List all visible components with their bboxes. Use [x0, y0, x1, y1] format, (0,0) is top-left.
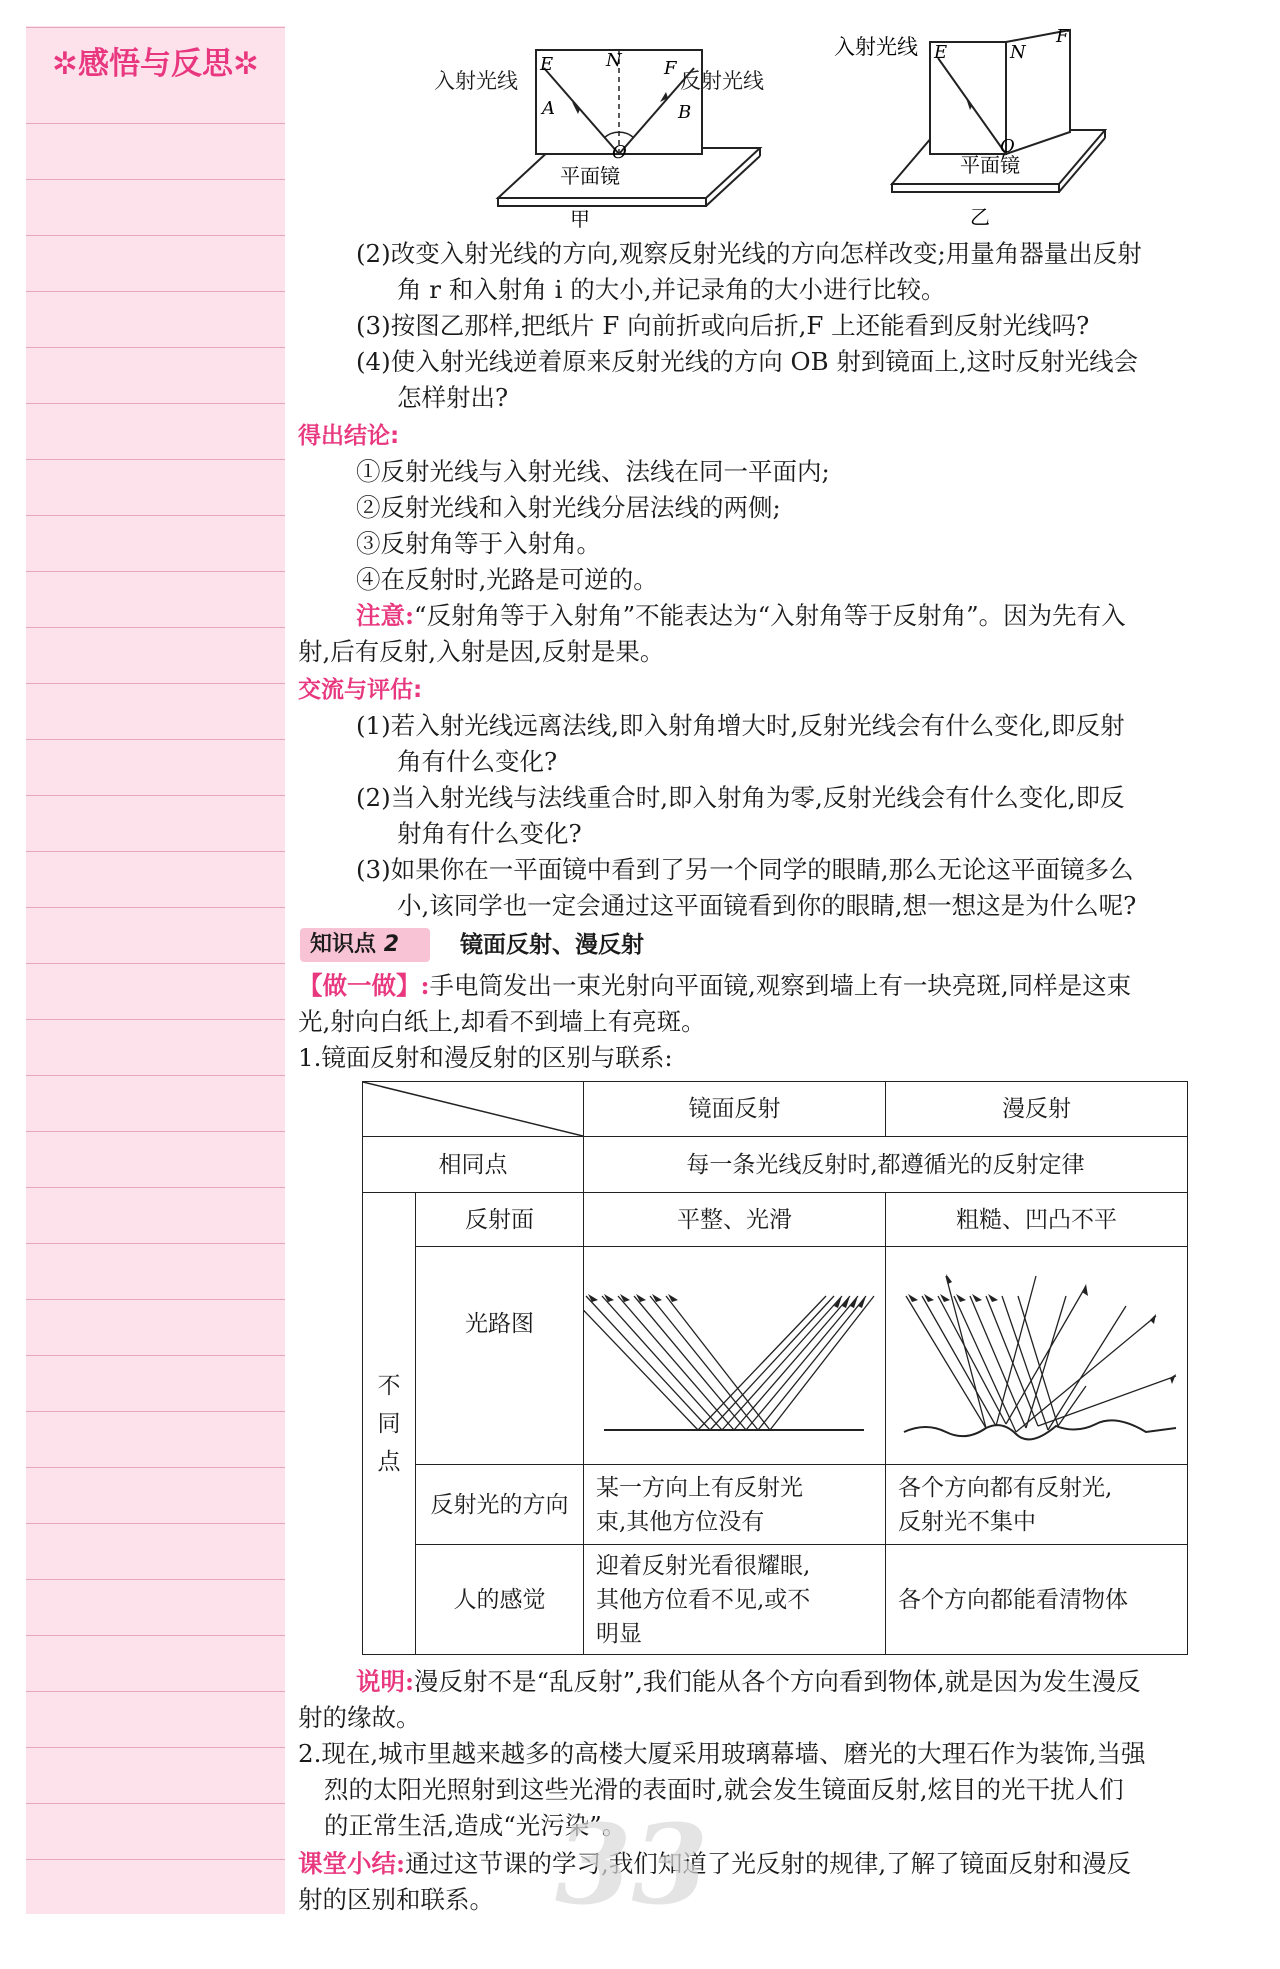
- exchange-q1-line1: (1)若入射光线远离法线,即入射角增大时,反射光线会有什么变化,即反射: [356, 711, 1125, 740]
- row-direction-label: 反射光的方向: [416, 1465, 584, 1545]
- conclusion-item-1: ①反射光线与入射光线、法线在同一平面内;: [356, 457, 830, 486]
- step-4-line1: (4)使入射光线逆着原来反射光线的方向 OB 射到镜面上,这时反射光线会: [356, 347, 1139, 376]
- figure-yi: [830, 22, 1120, 230]
- reflection-sidebar: [26, 26, 285, 1914]
- fig-yi-label-O: O: [1000, 136, 1015, 157]
- figure-jia: [430, 30, 790, 230]
- step-3: (3)按图乙那样,把纸片 F 向前折或向后折,F 上还能看到反射光线吗?: [356, 311, 1090, 340]
- table-diagonal: [363, 1082, 583, 1136]
- fig-jia-label-B: B: [678, 102, 692, 123]
- do-it-text: 手电筒发出一束光射向平面镜,观察到墙上有一块亮斑,同样是这束: [429, 971, 1132, 1000]
- table-corner-cell: [363, 1082, 584, 1137]
- do-it-tag: 【做一做】:: [298, 971, 430, 1000]
- note-line2: 射,后有反射,入射是因,反射是果。: [298, 637, 665, 666]
- exchange-q2-line1: (2)当入射光线与法线重合时,即入射角为零,反射光线会有什么变化,即反: [356, 783, 1125, 812]
- explain-line2: 射的缘故。: [298, 1703, 421, 1732]
- fig-jia-incident-label: 入射光线: [434, 69, 518, 93]
- knowledge-point-title: 镜面反射、漫反射: [460, 932, 644, 958]
- item-1-intro: 1.镜面反射和漫反射的区别与联系:: [298, 1043, 673, 1072]
- knowledge-point-label: 知识点 2: [310, 932, 399, 957]
- row-surface-diffuse: 粗糙、凹凸不平: [886, 1193, 1188, 1247]
- same-point-value: 每一条光线反射时,都遵循光的反射定律: [584, 1137, 1188, 1193]
- fig-yi-caption: 乙: [970, 205, 990, 229]
- conclusion-item-3: ③反射角等于入射角。: [356, 529, 601, 558]
- exchange-heading: 交流与评估:: [298, 677, 423, 703]
- fig-jia-caption: 甲: [570, 207, 590, 230]
- row-lightpath-label: 光路图: [416, 1247, 584, 1465]
- row-lightpath-specular: [584, 1247, 886, 1465]
- specular-reflection-diagram: [584, 1256, 884, 1456]
- page-number: 33: [555, 1800, 709, 1929]
- explain-line1: [356, 1664, 1141, 1700]
- note-line1: [356, 598, 1126, 634]
- fig-jia-label-O: O: [612, 142, 627, 163]
- note-text: “反射角等于入射角”不能表达为“入射角等于反射角”。因为先有入: [414, 601, 1126, 630]
- difference-label: 不同点: [363, 1193, 416, 1655]
- fig-jia-label-E: E: [540, 54, 554, 75]
- fig-jia-label-A: A: [542, 98, 555, 119]
- note-tag: 注意:: [356, 601, 415, 630]
- row-surface-label: 反射面: [416, 1193, 584, 1247]
- exchange-q1-line2: 角有什么变化?: [397, 747, 558, 776]
- fig-yi-incident-label: 入射光线: [834, 35, 918, 59]
- knowledge-point-badge: [300, 928, 430, 962]
- row-feeling-diffuse: 各个方向都能看清物体: [886, 1545, 1188, 1655]
- header-specular: 镜面反射: [584, 1082, 886, 1137]
- row-direction-diffuse: 各个方向都有反射光, 反射光不集中: [886, 1465, 1188, 1545]
- summary-line1: [298, 1846, 1131, 1882]
- explain-text: 漫反射不是“乱反射”,我们能从各个方向看到物体,就是因为发生漫反: [414, 1667, 1141, 1696]
- exchange-q3-line2: 小,该同学也一定会通过这平面镜看到你的眼睛,想一想这是为什么呢?: [397, 891, 1137, 920]
- reflection-comparison-table: [362, 1081, 1188, 1655]
- summary-text: 通过这节课的学习,我们知道了光反射的规律,了解了镜面反射和漫反: [405, 1849, 1132, 1878]
- exchange-q3-line1: (3)如果你在一平面镜中看到了另一个同学的眼睛,那么无论这平面镜多么: [356, 855, 1134, 884]
- do-it-line2: 光,射向白纸上,却看不到墙上有亮斑。: [298, 1007, 706, 1036]
- exchange-q2-line2: 射角有什么变化?: [397, 819, 582, 848]
- step-4-line2: 怎样射出?: [397, 383, 509, 412]
- fig-jia-reflected-label: 反射光线: [680, 69, 764, 93]
- fig-yi-label-N: N: [1010, 42, 1026, 63]
- step-2-line1: (2)改变入射光线的方向,观察反射光线的方向怎样改变;用量角器量出反射: [356, 239, 1142, 268]
- conclusion-item-2: ②反射光线和入射光线分居法线的两侧;: [356, 493, 781, 522]
- same-point-label: 相同点: [363, 1137, 584, 1193]
- row-feeling-specular: 迎着反射光看很耀眼, 其他方位看不见,或不 明显: [584, 1545, 886, 1655]
- fig-yi-label-E: E: [934, 42, 948, 63]
- conclusion-heading: 得出结论:: [298, 423, 400, 449]
- row-direction-specular: 某一方向上有反射光 束,其他方位没有: [584, 1465, 886, 1545]
- fig-jia-label-N: N: [606, 50, 622, 71]
- row-feeling-label: 人的感觉: [416, 1545, 584, 1655]
- conclusion-item-4: ④在反射时,光路是可逆的。: [356, 565, 658, 594]
- explain-tag: 说明:: [356, 1667, 415, 1696]
- fig-jia-label-F: F: [664, 58, 677, 79]
- item-2-line1: 2.现在,城市里越来越多的高楼大厦采用玻璃幕墙、磨光的大理石作为装饰,当强: [298, 1739, 1146, 1768]
- item-2-line3: 的正常生活,造成“光污染”。: [324, 1811, 627, 1840]
- fig-yi-mirror-label: 平面镜: [960, 153, 1020, 177]
- row-lightpath-diffuse: [886, 1247, 1188, 1465]
- do-it-line1: [298, 968, 1131, 1004]
- summary-line2: 射的区别和联系。: [298, 1885, 494, 1914]
- fig-yi-label-F: F: [1056, 26, 1069, 47]
- row-surface-specular: 平整、光滑: [584, 1193, 886, 1247]
- fig-jia-mirror-label: 平面镜: [560, 164, 620, 188]
- diffuse-reflection-diagram: [886, 1256, 1186, 1456]
- step-2-line2: 角 r 和入射角 i 的大小,并记录角的大小进行比较。: [397, 275, 946, 304]
- header-diffuse: 漫反射: [886, 1082, 1188, 1137]
- sidebar-title: ✲感悟与反思✲: [52, 46, 259, 82]
- item-2-line2: 烈的太阳光照射到这些光滑的表面时,就会发生镜面反射,炫目的光干扰人们: [324, 1775, 1124, 1804]
- summary-tag: 课堂小结:: [298, 1849, 406, 1878]
